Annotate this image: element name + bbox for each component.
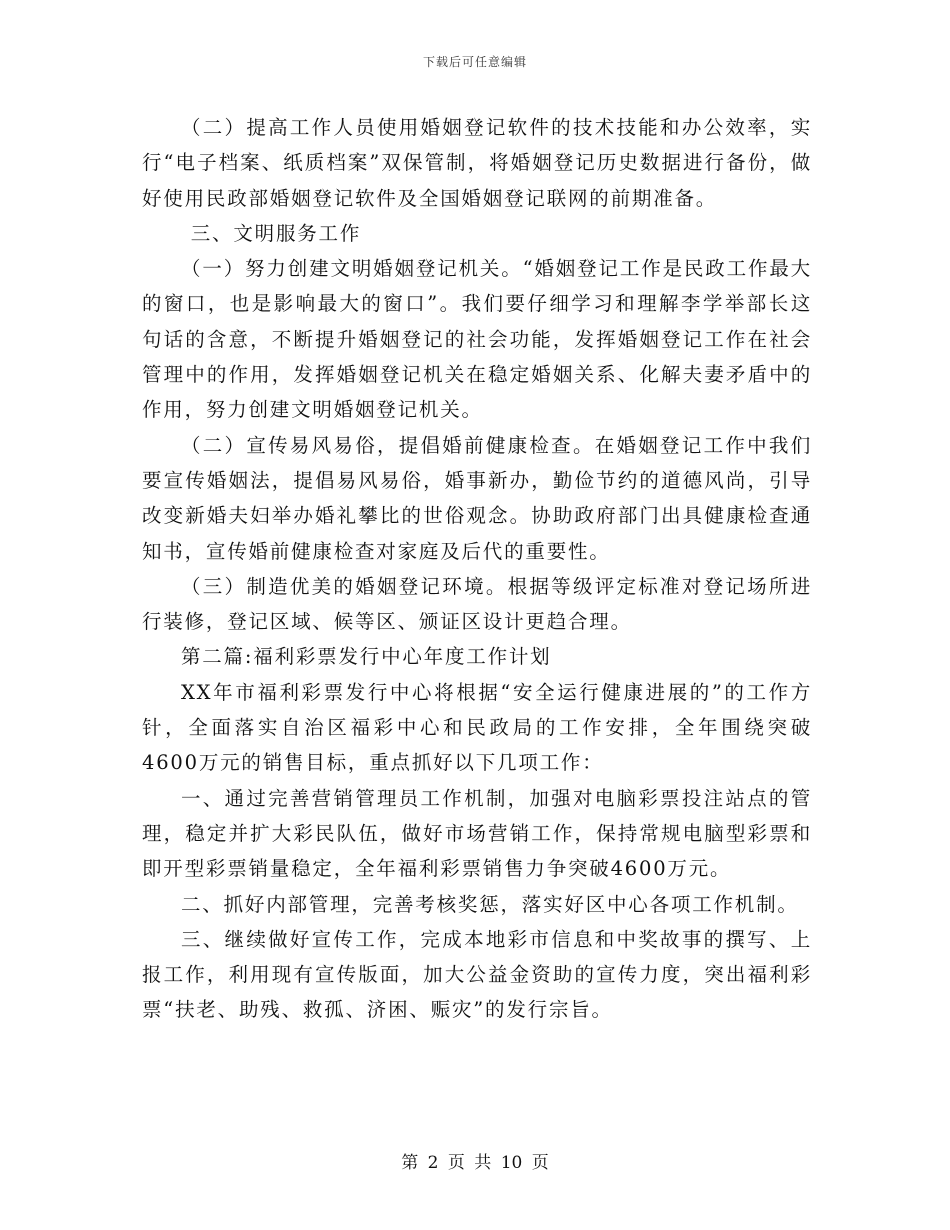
section-heading-civil-service: 三、文明服务工作 <box>190 221 362 245</box>
paragraph-registry-environment: （三）制造优美的婚姻登记环境。根据等级评定标准对登记场所进行装修，登记区域、候等区、颁证区设计更趋合理。 <box>142 574 812 634</box>
paragraph-lottery-item-1: 一、通过完善营销管理员工作机制，加强对电脑彩票投注站点的管理，稳定并扩大彩民队伍，做好市场营销工作，保持常规电脑型彩票和即开型彩票销量稳定，全年福利彩票销售力争突破4600万元。 <box>142 786 812 881</box>
paragraph-archive-backup: （二）提高工作人员使用婚姻登记软件的技术技能和办公效率，实行“电子档案、纸质档案”双保管制，将婚姻登记历史数据进行备份，做好使用民政部婚姻登记软件及全国婚姻登记联网的前期准备。 <box>142 116 812 210</box>
page-header: 下载后可任意编辑 <box>422 55 527 69</box>
paragraph-customs-health-check: （二）宣传易风易俗，提倡婚前健康检查。在婚姻登记工作中我们要宣传婚姻法，提倡易风易俗，婚事新办，勤俭节约的道德风尚，引导改变新婚夫妇举办婚礼攀比的世俗观念。协助政府部门出具健康检查通知书，宣传婚前健康检查对家庭及后代的重要性。 <box>142 433 812 563</box>
paragraph-civilized-registry: （一）努力创建文明婚姻登记机关。“婚姻登记工作是民政工作最大的窗口，也是影响最大的窗口”。我们要仔细学习和理解李学举部长这句话的含意，不断提升婚姻登记的社会功能，发挥婚姻登记工作在社会管理中的作用，发挥婚姻登记机关在稳定婚姻关系、化解夫妻矛盾中的作用，努力创建文明婚姻登记机关。 <box>142 257 812 422</box>
paragraph-lottery-item-3: 三、继续做好宣传工作，完成本地彩市信息和中奖故事的撰写、上报工作，利用现有宣传版面，加大公益金资助的宣传力度，突出福利彩票“扶老、助残、救孤、济困、赈灾”的发行宗旨。 <box>142 927 812 1022</box>
page-number-footer: 第 2 页 共 10 页 <box>401 1153 549 1173</box>
paragraph-lottery-intro: XX年市福利彩票发行中心将根据“安全运行健康进展的”的工作方针，全面落实自治区福彩中心和民政局的工作安排，全年围绕突破4600万元的销售目标，重点抓好以下几项工作： <box>142 680 812 775</box>
paragraph-lottery-item-2: 二、抓好内部管理，完善考核奖惩，落实好区中心各项工作机制。 <box>181 892 799 916</box>
document-body <box>142 110 812 1028</box>
chapter-title-lottery-plan: 第二篇:福利彩票发行中心年度工作计划 <box>181 645 552 669</box>
